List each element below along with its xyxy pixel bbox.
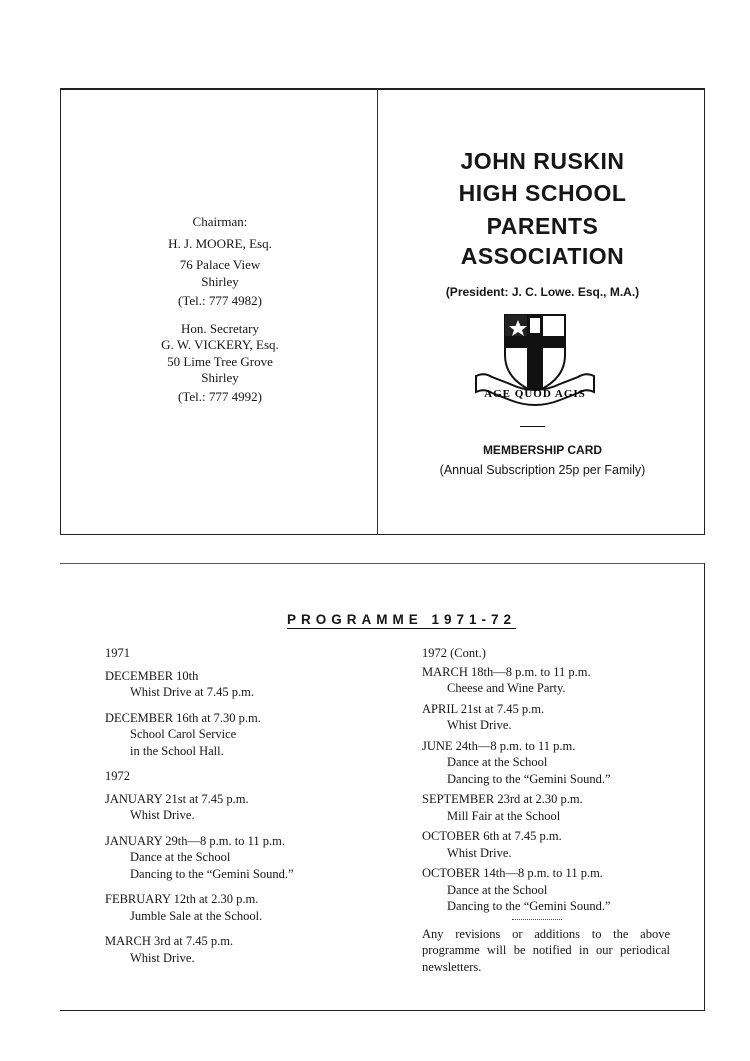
list-item: APRIL 21st at 7.45 p.m. Whist Drive. (422, 701, 545, 732)
list-item: FEBRUARY 12th at 2.30 p.m. Jumble Sale at the School. (105, 892, 263, 923)
list-item: JUNE 24th—8 p.m. to 11 p.m. Dance at the School Dancing to the “Gemini Sound.” (422, 738, 611, 786)
title-line-3: PARENTS (486, 213, 599, 239)
list-item: JANUARY 29th—8 p.m. to 11 p.m. Dance at the School Dancing to the “Gemini Sound.” (105, 833, 294, 881)
list-item: JANUARY 21st at 7.45 p.m. Whist Drive. (105, 791, 249, 822)
title-line-2: HIGH SCHOOL (458, 180, 627, 206)
year-label: 1971 (105, 646, 130, 660)
programme-right-column (422, 645, 670, 975)
divider (520, 426, 545, 427)
programme-heading: PROGRAMME 1971-72 (287, 612, 517, 627)
secretary-address-town: Shirley (201, 370, 239, 385)
school-crest-icon (470, 310, 600, 410)
secretary-telephone: (Tel.: 777 4992) (178, 389, 262, 404)
crest-motto: AGE QUOD AGIS (484, 388, 586, 400)
subscription-line: (Annual Subscription 25p per Family) (439, 463, 646, 477)
chairman-address-town: Shirley (201, 274, 239, 289)
list-item: MARCH 18th—8 p.m. to 11 p.m. Cheese and Wine Party. (422, 664, 591, 695)
chairman-telephone: (Tel.: 777 4982) (178, 293, 262, 308)
secretary-name: G. W. VICKERY, Esq. (161, 337, 279, 352)
secretary-heading: Hon. Secretary (181, 321, 259, 336)
revisions-note: Any revisions or additions to the above programme will be notified in our periodical newsletters. (422, 926, 670, 974)
title-line-4: ASSOCIATION (460, 243, 625, 269)
card-fold-line (377, 88, 378, 535)
title-line-1: JOHN RUSKIN (460, 148, 625, 174)
president-line: (President: J. C. Lowe. Esq., M.A.) (445, 285, 640, 299)
list-item: MARCH 3rd at 7.45 p.m. Whist Drive. (105, 934, 234, 965)
chairman-name: H. J. MOORE, Esq. (168, 236, 272, 251)
list-item: DECEMBER 16th at 7.30 p.m. School Carol Service in the School Hall. (105, 710, 261, 758)
year-label: 1972 (Cont.) (422, 646, 486, 660)
chairman-address-street: 76 Palace View (179, 257, 261, 272)
membership-card-label: MEMBERSHIP CARD (482, 443, 603, 457)
chairman-heading: Chairman: (192, 214, 248, 229)
list-item: DECEMBER 10th Whist Drive at 7.45 p.m. (105, 668, 254, 699)
list-item: OCTOBER 6th at 7.45 p.m. Whist Drive. (422, 829, 562, 860)
programme-left-column (105, 645, 405, 966)
separator (512, 919, 562, 920)
year-label: 1972 (105, 769, 130, 783)
list-item: OCTOBER 14th—8 p.m. to 11 p.m. Dance at the School Dancing to the “Gemini Sound.” (422, 866, 611, 913)
list-item: SEPTEMBER 23rd at 2.30 p.m. Mill Fair at the School (422, 792, 583, 823)
secretary-address-street: 50 Lime Tree Grove (167, 354, 273, 369)
